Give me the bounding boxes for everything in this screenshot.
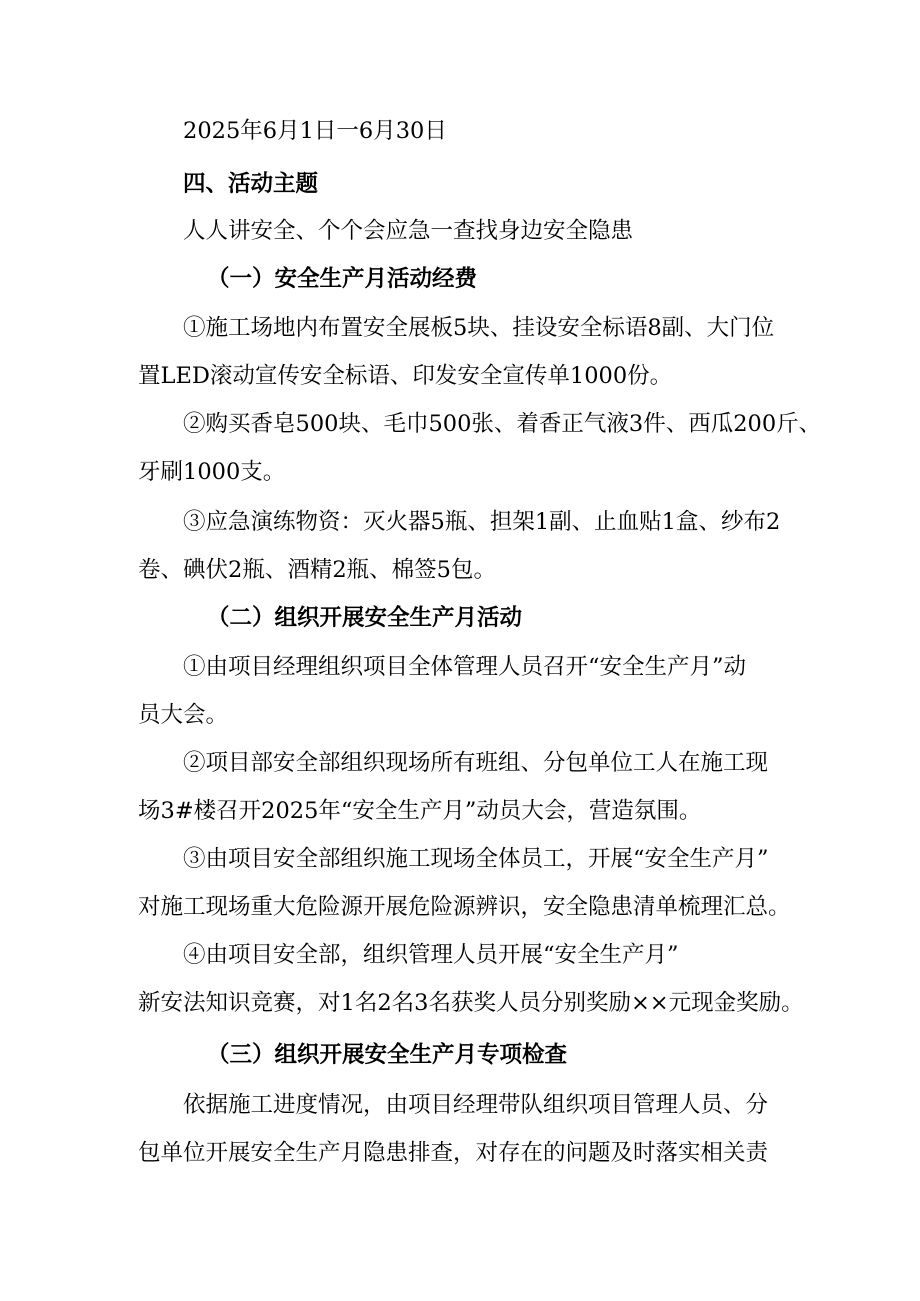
funding-item-2-line-2: 牙刷1000支。 (138, 459, 286, 485)
activity-item-4-line-2: 新安法知识竞赛，对1名2名3名获奖人员分别奖励××元现金奖励。 (138, 990, 804, 1016)
funding-item-3-line-1: ③应急演练物资：灭火器5瓶、担架1副、止血贴1盒、纱布2 (183, 509, 781, 535)
activity-item-4-line-1: ④由项目安全部，组织管理人员开展“安全生产月” (183, 942, 679, 968)
theme-line: 人人讲安全、个个会应急一查找身边安全隐患 (183, 218, 634, 244)
subsection-heading-funding: （一）安全生产月活动经费 (207, 266, 478, 292)
funding-item-1-line-1: ①施工场地内布置安全展板5块、挂设安全标语8副、大门位 (183, 315, 775, 341)
activity-item-2-line-2: 场3#楼召开2025年“安全生产月”动员大会，营造氛围。 (138, 798, 702, 824)
activity-item-1-line-1: ①由项目经理组织项目全体管理人员召开“安全生产月”动 (183, 654, 747, 680)
inspection-line-2: 包单位开展安全生产月隐患排查，对存在的问题及时落实相关责 (138, 1140, 769, 1166)
subsection-heading-inspection: （三）组织开展安全生产月专项检查 (207, 1042, 568, 1068)
activity-item-1-line-2: 员大会。 (138, 702, 229, 728)
subsection-heading-activities: （二）组织开展安全生产月活动 (207, 605, 523, 631)
activity-item-3-line-1: ③由项目安全部组织施工现场全体员工，开展“安全生产月” (183, 846, 769, 872)
date-range-line: 2025年6月1日一6月30日 (183, 118, 447, 144)
activity-item-2-line-1: ②项目部安全部组织现场所有班组、分包单位工人在施工现 (183, 750, 769, 776)
funding-item-1-line-2: 置LED滚动宣传安全标语、印发安全宣传单1000份。 (138, 363, 673, 389)
activity-item-3-line-2: 对施工现场重大危险源开展危险源辨识，安全隐患清单梳理汇总。 (138, 894, 791, 920)
section-heading-activity-theme: 四、活动主题 (183, 171, 319, 197)
funding-item-2-line-1: ②购买香皂500块、毛巾500张、着香正气液3件、西瓜200斤、 (183, 411, 822, 437)
inspection-line-1: 依据施工进度情况，由项目经理带队组织项目管理人员、分 (183, 1092, 769, 1118)
funding-item-3-line-2: 卷、碘伏2瓶、酒精2瓶、棉签5包。 (138, 557, 496, 583)
